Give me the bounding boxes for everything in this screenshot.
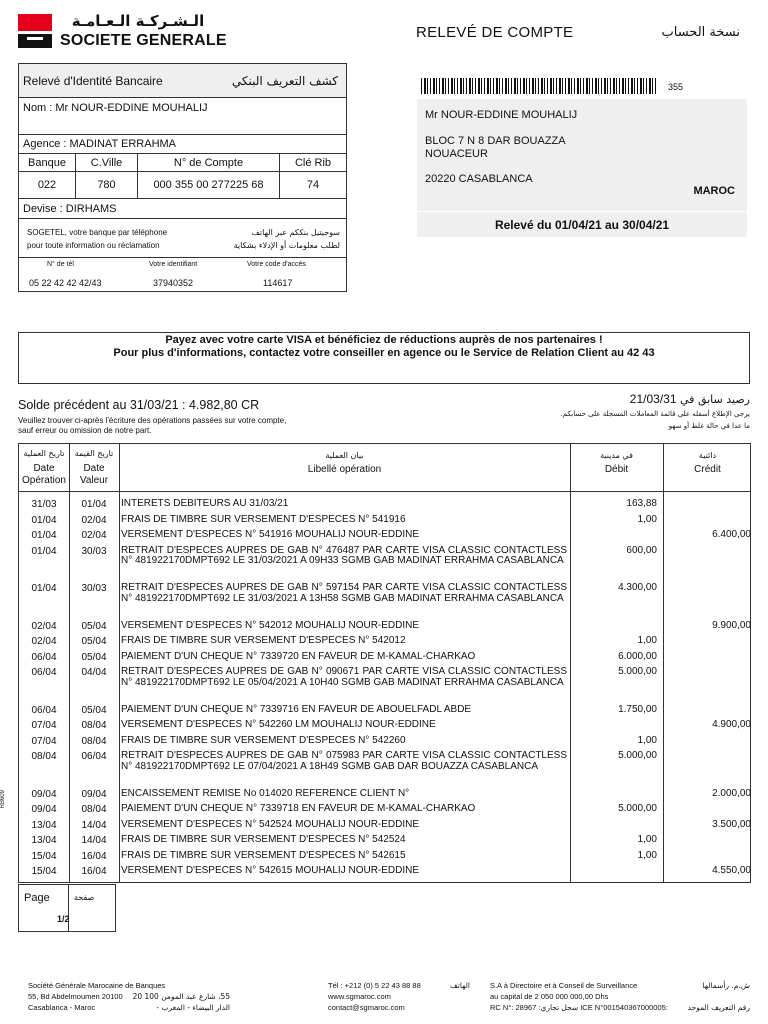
col-ville: C.Ville xyxy=(76,154,138,171)
val-banque: 022 xyxy=(19,172,76,198)
row-debit: 4.300,00 xyxy=(618,582,657,593)
row-date: 01/04 xyxy=(31,514,57,526)
header-credit xyxy=(663,450,752,476)
val-ville: 780 xyxy=(76,172,138,198)
addr-country: MAROC xyxy=(693,185,735,197)
side-reference: RB609 xyxy=(0,790,6,809)
id-label: Votre identifiant xyxy=(149,261,198,268)
operations-table xyxy=(18,443,751,883)
footer-rc: RC N°: 28967 :سجل تجاري ICE N°001540367000005: xyxy=(490,1003,668,1012)
header-date-op-ar: تاريخ العملية xyxy=(23,449,65,458)
row-label: PAIEMENT D'UN CHEQUE N° 7339720 EN FAVEUR DE M-KAMAL-CHARKAO xyxy=(121,650,476,662)
row-debit: 5.000,00 xyxy=(618,803,657,814)
footer-legal-ar: ش.م. رأسمالها xyxy=(702,981,750,990)
note-ar-line2: ما عدا في حالة غلط أو سهو xyxy=(668,422,750,430)
col-banque: Banque xyxy=(19,154,76,171)
header-debit xyxy=(570,450,663,476)
row-label: RETRAIT D'ESPECES AUPRES DE GAB N° 090671 PAR CARTE VISA CLASSIC CONTACTLESS N° 481922170DMPT692 LE 05/04/2021 A 10H40 SGMB GAB MADINAT ERRAHMA CASABLANCA xyxy=(121,666,567,688)
row-date: 15/04 xyxy=(31,850,57,862)
footer-address: 55, Bd Abdelmoumen 20100 xyxy=(28,992,123,1001)
tel-value: 05 22 42 42 42/43 xyxy=(29,278,102,288)
footer-phone: Tél : +212 (0) 5 22 43 88 88 xyxy=(328,981,421,990)
row-credit: 4.900,00 xyxy=(712,719,751,730)
row-date: 09/04 xyxy=(31,788,57,800)
row-label: FRAIS DE TIMBRE SUR VERSEMENT D'ESPECES N° 542524 xyxy=(121,834,406,845)
col-compte: N° de Compte xyxy=(138,154,280,171)
row-label: FRAIS DE TIMBRE SUR VERSEMENT D'ESPECES N° 542260 xyxy=(121,734,406,746)
row-debit: 1,00 xyxy=(637,834,657,845)
tel-label: N° de tél xyxy=(47,261,74,268)
row-date: 02/04 xyxy=(31,620,57,632)
row-value-date: 09/04 xyxy=(81,788,107,800)
row-date: 02/04 xyxy=(31,636,57,647)
row-debit: 1.750,00 xyxy=(618,703,657,715)
row-value-date: 08/04 xyxy=(81,720,107,731)
document-title: RELEVÉ DE COMPTE xyxy=(416,24,574,41)
rib-name xyxy=(19,98,346,135)
row-label: ENCAISSEMENT REMISE No 014020 REFERENCE CLIENT N° xyxy=(121,787,410,799)
row-debit: 5.000,00 xyxy=(618,750,657,761)
row-date: 08/04 xyxy=(31,751,57,762)
footer-email[interactable]: contact@sgmaroc.com xyxy=(328,1003,405,1012)
balance-label-ar: رصيد سابق في xyxy=(680,393,750,406)
row-value-date: 08/04 xyxy=(81,735,107,747)
statement-note-arabic xyxy=(500,408,750,432)
footer-capital: au capital de 2 050 000 000,00 Dhs xyxy=(490,992,609,1001)
row-label: VERSEMENT D'ESPECES N° 542260 LM MOUHALIJ NOUR-EDDINE xyxy=(121,719,436,730)
footer-legal: S.A à Directoire et à Conseil de Surveillance xyxy=(490,981,638,990)
page-box xyxy=(18,884,116,932)
row-value-date: 05/04 xyxy=(81,704,107,716)
row-label: VERSEMENT D'ESPECES N° 542012 MOUHALIJ NOUR-EDDINE xyxy=(121,619,420,631)
row-value-date: 01/04 xyxy=(81,499,107,510)
promo-box xyxy=(18,332,750,384)
header-debit-fr: Débit xyxy=(604,464,629,475)
row-label: FRAIS DE TIMBRE SUR VERSEMENT D'ESPECES N° 542012 xyxy=(121,635,406,646)
footer-city: Casablanca - Maroc xyxy=(28,1003,96,1012)
promo-line1: Payez avec votre carte VISA et bénéficiez de réductions auprès de nos partenaires ! xyxy=(165,334,603,346)
row-value-date: 02/04 xyxy=(81,514,107,526)
header-date-op-fr: Date Opération xyxy=(22,463,66,486)
row-date: 01/04 xyxy=(31,545,57,557)
rib-values xyxy=(19,172,346,199)
row-value-date: 04/04 xyxy=(81,667,107,678)
header-libelle xyxy=(119,450,570,476)
document-title-arabic: نسخة الحساب xyxy=(661,25,740,40)
footer-col3 xyxy=(490,980,668,1013)
rib-box xyxy=(18,63,347,292)
page-label: Page xyxy=(24,892,50,904)
row-label: VERSEMENT D'ESPECES N° 542524 MOUHALIJ NOUR-EDDINE xyxy=(121,818,420,830)
row-date: 07/04 xyxy=(31,720,57,731)
footer-col2 xyxy=(328,980,421,1013)
row-date: 15/04 xyxy=(31,866,57,877)
row-date: 06/04 xyxy=(31,704,57,716)
statement-note xyxy=(18,416,286,436)
barcode xyxy=(421,78,657,94)
bank-name-arabic: الـشـركـة الـعـامـة xyxy=(71,12,205,30)
row-value-date: 05/04 xyxy=(81,651,107,663)
rib-agency xyxy=(19,135,346,154)
header-date-val-ar: تاريخ القيمة xyxy=(74,449,114,458)
row-credit: 9.900,00 xyxy=(712,619,751,631)
row-credit: 6.400,00 xyxy=(712,529,751,540)
addr-line2: NOUACEUR xyxy=(425,148,488,160)
agency-name: Agence : MADINAT ERRAHMA xyxy=(23,138,177,150)
footer-city-ar: الدار البيضاء - المغرب - xyxy=(156,1003,230,1012)
row-date: 01/04 xyxy=(31,530,57,541)
row-value-date: 06/04 xyxy=(81,751,107,762)
row-date: 31/03 xyxy=(31,499,57,510)
sogetel-ar xyxy=(234,226,340,252)
rib-header xyxy=(19,64,346,98)
rib-currency xyxy=(19,199,346,219)
row-debit: 1,00 xyxy=(637,734,657,746)
page-number: 1/2 xyxy=(57,914,70,924)
code-label: Votre code d'accès xyxy=(247,261,306,268)
note-line2: sauf erreur ou omission de notre part. xyxy=(18,426,152,435)
header-date-val xyxy=(69,448,119,487)
rib-title: Relevé d'Identité Bancaire xyxy=(23,73,163,88)
row-date: 01/04 xyxy=(31,583,57,594)
row-date: 13/04 xyxy=(31,819,57,831)
footer-col3-ar xyxy=(680,980,750,1013)
balance-date-ar: 21/03/31 xyxy=(629,392,677,406)
row-label: FRAIS DE TIMBRE SUR VERSEMENT D'ESPECES N° 541916 xyxy=(121,513,406,525)
header-credit-fr: Crédit xyxy=(694,464,721,475)
row-value-date: 02/04 xyxy=(81,530,107,541)
row-credit: 3.500,00 xyxy=(712,818,751,830)
row-value-date: 30/03 xyxy=(81,583,107,594)
currency: Devise : DIRHAMS xyxy=(23,202,117,215)
bank-logo xyxy=(18,14,52,48)
row-value-date: 05/04 xyxy=(81,636,107,647)
barcode-number: 355 xyxy=(668,82,684,92)
row-label: RETRAIT D'ESPECES AUPRES DE GAB N° 476487 PAR CARTE VISA CLASSIC CONTACTLESS N° 481922170DMPT692 LE 31/03/2021 A 09H33 SGMB GAB MADINAT ERRAHMA CASABLANCA xyxy=(121,544,567,566)
bank-name: SOCIETE GENERALE xyxy=(60,32,227,49)
header-libelle-ar: بيان العملية xyxy=(325,451,364,460)
sogetel-fr-line2: pour toute information ou réclamation xyxy=(27,241,160,250)
row-date: 07/04 xyxy=(31,735,57,747)
row-label: PAIEMENT D'UN CHEQUE N° 7339716 EN FAVEUR DE ABOUELFADL ABDE xyxy=(121,703,472,715)
row-debit: 1,00 xyxy=(637,513,657,525)
page-label-ar: صفحة xyxy=(74,893,95,902)
note-line1: Veuillez trouver ci-après l'écriture des opérations passées sur votre compte, xyxy=(18,416,287,425)
row-value-date: 16/04 xyxy=(81,850,107,862)
footer-company: Société Générale Marocaine de Banques xyxy=(28,981,166,990)
addr-line1: BLOC 7 N 8 DAR BOUAZZA xyxy=(425,135,566,147)
row-label: FRAIS DE TIMBRE SUR VERSEMENT D'ESPECES N° 542615 xyxy=(121,849,406,861)
row-date: 09/04 xyxy=(31,804,57,815)
sogetel-ar-line1: سوجيتيل بنككم عبر الهاتف xyxy=(251,228,340,237)
holder-name: Nom : Mr NOUR-EDDINE MOUHALIJ xyxy=(23,102,208,114)
row-value-date: 14/04 xyxy=(81,835,107,846)
row-debit: 5.000,00 xyxy=(618,666,657,677)
id-value: 37940352 xyxy=(153,278,194,288)
footer-website[interactable]: www.sgmaroc.com xyxy=(328,992,391,1001)
note-ar-line1: يرجى الإطلاع أسفله على قائمة المعاملات المسجلة على حسابكم. xyxy=(560,410,750,418)
row-value-date: 30/03 xyxy=(81,545,107,557)
sogetel-fr-line1: SOGETEL, votre banque par téléphone xyxy=(27,228,168,237)
sogetel-fr xyxy=(27,226,167,252)
row-debit: 1,00 xyxy=(637,635,657,646)
row-label: RETRAIT D'ESPECES AUPRES DE GAB N° 075983 PAR CARTE VISA CLASSIC CONTACTLESS N° 481922170DMPT692 LE 07/04/2021 A 18H49 SGMB GAB DAR BOUAZZA CASABLANCA xyxy=(121,750,567,772)
statement-period: Relevé du 01/04/21 au 30/04/21 xyxy=(417,212,747,237)
row-date: 13/04 xyxy=(31,835,57,846)
row-label: VERSEMENT D'ESPECES N° 542615 MOUHALIJ NOUR-EDDINE xyxy=(121,865,420,876)
row-debit: 1,00 xyxy=(637,849,657,861)
row-credit: 2.000,00 xyxy=(712,787,751,799)
row-debit: 600,00 xyxy=(626,544,657,556)
previous-balance-arabic xyxy=(560,392,750,406)
row-date: 06/04 xyxy=(31,667,57,678)
header-credit-ar: دائنية xyxy=(698,451,717,460)
header-debit-ar: في مدينية xyxy=(600,451,633,460)
sogetel-ar-line2: لطلب معلومات أو الإدلاء بشكاية xyxy=(233,241,340,250)
row-label: PAIEMENT D'UN CHEQUE N° 7339718 EN FAVEUR DE M-KAMAL-CHARKAO xyxy=(121,803,476,814)
row-value-date: 14/04 xyxy=(81,819,107,831)
col-cle: Clé Rib xyxy=(294,156,332,169)
row-value-date: 08/04 xyxy=(81,804,107,815)
row-label: RETRAIT D'ESPECES AUPRES DE GAB N° 597154 PAR CARTE VISA CLASSIC CONTACTLESS N° 481922170DMPT692 LE 31/03/2021 A 13H58 SGMB GAB MADINAT ERRAHMA CASABLANCA xyxy=(121,582,567,604)
footer-address-ar: 55، شارع عبد المومن 100 20 xyxy=(132,992,230,1001)
val-compte: 000 355 00 277225 68 xyxy=(138,172,280,198)
row-value-date: 16/04 xyxy=(81,866,107,877)
footer-rc-ar: رقم التعريف الموحد xyxy=(687,1003,750,1012)
addr-line3: 20220 CASABLANCA xyxy=(425,173,533,185)
addr-name: Mr NOUR-EDDINE MOUHALIJ xyxy=(425,109,578,121)
row-date: 06/04 xyxy=(31,651,57,663)
footer-phone-ar: الهاتف xyxy=(450,981,470,990)
footer-col1-ar xyxy=(120,980,230,1013)
row-credit: 4.550,00 xyxy=(712,865,751,876)
address-block xyxy=(417,99,747,211)
row-label: VERSEMENT D'ESPECES N° 541916 MOUHALIJ NOUR-EDDINE xyxy=(121,529,420,540)
row-value-date: 05/04 xyxy=(81,620,107,632)
header-libelle-fr: Libellé opération xyxy=(307,464,382,475)
code-value: 114617 xyxy=(263,278,293,288)
rib-columns xyxy=(19,154,346,172)
val-cle: 74 xyxy=(306,179,320,191)
header-date-val-fr: Date Valeur xyxy=(79,463,109,486)
previous-balance: Solde précédent au 31/03/21 : 4.982,80 CR xyxy=(18,398,260,412)
rib-title-arabic: كشف التعريف البنكي xyxy=(231,73,338,88)
promo-line2: Pour plus d'informations, contactez votre conseiller en agence ou le Service de Relation Client au 42 43 xyxy=(113,347,655,359)
header-date-op xyxy=(19,448,69,487)
row-debit: 163,88 xyxy=(626,498,657,509)
row-debit: 6.000,00 xyxy=(618,650,657,662)
row-label: INTERETS DEBITEURS AU 31/03/21 xyxy=(121,498,289,509)
